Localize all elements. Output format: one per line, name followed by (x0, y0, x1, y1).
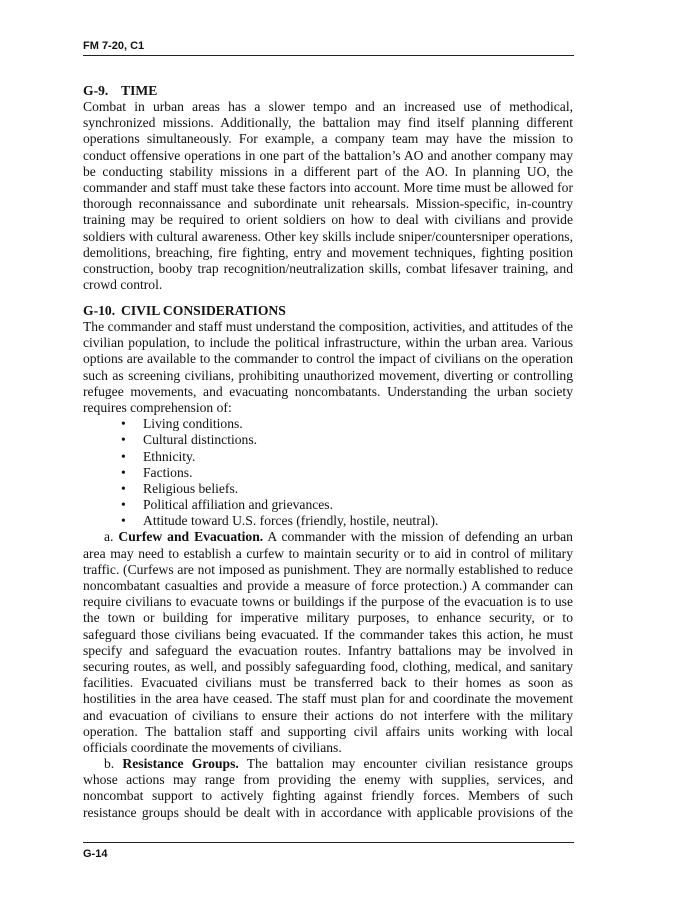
text-line: safeguard those civilians being evacuated. If the commander takes this action, he must (83, 626, 573, 642)
header-rule (83, 55, 574, 56)
page-number: G-14 (83, 848, 108, 860)
text-line: thorough reconnaissance and subordinate unit rehearsals. Mission-specific, in-country (83, 196, 573, 212)
footer-rule (83, 842, 574, 843)
text-line: resistance groups should be dealt with in accordance with applicable provisions of the (83, 804, 573, 820)
text-line: operation. The battalion staff and supporting civil affairs units working with local (83, 723, 573, 739)
text-line: noncombatant casualties and provide a measure of force protection.) A commander can (83, 578, 573, 593)
bullet-icon: • (121, 480, 126, 496)
text-line: A commander with the mission of defending an urban (267, 529, 573, 545)
subsection-label: a. (104, 529, 114, 545)
text-line: specify and safeguard the evacuation routes. Infantry battalions may be involved in (83, 642, 573, 658)
text-line: The battalion may encounter civilian resistance groups (246, 756, 574, 772)
subsection-label: b. (104, 756, 115, 772)
text-line: area may need to establish a curfew to maintain security or to aid in control of military (83, 545, 573, 561)
text-line: synchronized missions. Additionally, the battalion may find itself planning different (83, 115, 573, 131)
subsection-title: Resistance Groups. (122, 756, 239, 772)
text-line: options are available to the commander to control the impact of civilians on the operation (83, 351, 573, 367)
bullet-item (83, 465, 573, 481)
text-line: demolitions, breaching, fire fighting, entry and movement techniques, fighting position (83, 244, 573, 260)
bullet-item (83, 513, 573, 529)
text-line: Combat in urban areas has a slower tempo and an increased use of methodical, (83, 99, 573, 114)
bullet-text: Cultural distinctions. (143, 432, 258, 448)
text-line: requires comprehension of: (83, 399, 232, 415)
bullet-text: Political affiliation and grievances. (143, 497, 334, 513)
section-g10 (83, 302, 573, 821)
bullet-icon: • (121, 416, 126, 432)
text-line: the town or building for imperative military purposes, to enhance security, or to (83, 610, 573, 626)
subsection-first-line (83, 529, 573, 545)
text-line: refugee movements, and evacuating noncombatants. Understanding the urban society (83, 383, 573, 399)
text-line: civilian population, to include the political infrastructure, within the urban area. Various (83, 335, 573, 351)
text-line: officials coordinate the movements of civilians. (83, 739, 342, 755)
bullet-item (83, 497, 573, 513)
running-header: FM 7-20, C1 (83, 40, 145, 52)
bullet-text: Living conditions. (143, 416, 243, 432)
text-line: whose actions may range from providing the enemy with supplies, services, and (83, 772, 573, 788)
text-line: securing routes, as well, and possibly safeguarding food, clothing, medical, and sanitary (83, 658, 573, 674)
bullet-icon: • (121, 464, 126, 480)
text-line: facilities. Evacuated civilians must be transferred back to their homes as soon as (83, 675, 573, 691)
section-number: G-9. (83, 83, 109, 98)
section-title: TIME (121, 83, 158, 98)
bullet-text: Ethnicity. (143, 448, 196, 464)
text-line: The commander and staff must understand the composition, activities, and attitudes of the (83, 319, 573, 334)
section-number: G-10. (83, 303, 116, 318)
section-heading (83, 82, 573, 99)
text-line: operations simultaneously. For example, a company team may have the mission to (83, 131, 573, 147)
bullet-text: Attitude toward U.S. forces (friendly, hostile, neutral). (143, 513, 439, 529)
text-line: and evacuation of civilians to ensure their actions do not interfere with the military (83, 707, 573, 723)
bullet-icon: • (121, 513, 126, 529)
subsection-b (83, 756, 573, 821)
text-line: noncombat support to actively fighting against friendly forces. Members of such (83, 788, 573, 804)
text-line: crowd control. (83, 277, 163, 293)
bullet-icon: • (121, 448, 126, 464)
bullet-list (83, 416, 573, 529)
text-line: training may be required to orient soldiers on how to deal with civilians and provide (83, 212, 573, 228)
bullet-item (83, 449, 573, 465)
section-heading (83, 302, 573, 319)
text-line: traffic. (Curfews are not imposed as punishment. They are normally established to reduce (83, 561, 573, 577)
bullet-text: Religious beliefs. (143, 480, 239, 496)
bullet-item (83, 432, 573, 448)
subsection-title: Curfew and Evacuation. (118, 529, 264, 545)
text-line: require civilians to evacuate towns or buildings if the purpose of the evacuation is to use (83, 594, 573, 610)
bullet-icon: • (121, 432, 126, 448)
bullet-item (83, 481, 573, 497)
text-line: conduct offensive operations in one part of the battalion’s AO and another company may (83, 147, 573, 163)
bullet-icon: • (121, 497, 126, 513)
text-line: be conducting stability missions in a different part of the AO. In planning UO, the (83, 163, 573, 179)
text-line: soldiers with cultural awareness. Other key skills include sniper/countersniper operations, (83, 228, 573, 244)
subsection-first-line (83, 756, 573, 772)
text-line: construction, booby trap recognition/neutralization skills, combat lifesaver training, and (83, 260, 573, 276)
text-line: commander and staff must take these factors into account. More time must be allowed for (83, 179, 573, 195)
text-line: such as screening civilians, prohibiting unauthorized movement, diverting or controlling (83, 367, 573, 383)
section-g9 (83, 82, 573, 293)
text-line: hostilities in the area have ceased. The staff must plan for and coordinate the movement (83, 691, 573, 707)
bullet-text: Factions. (143, 464, 193, 480)
section-title: CIVIL CONSIDERATIONS (121, 303, 286, 318)
subsection-a (83, 529, 573, 756)
bullet-item (83, 416, 573, 432)
